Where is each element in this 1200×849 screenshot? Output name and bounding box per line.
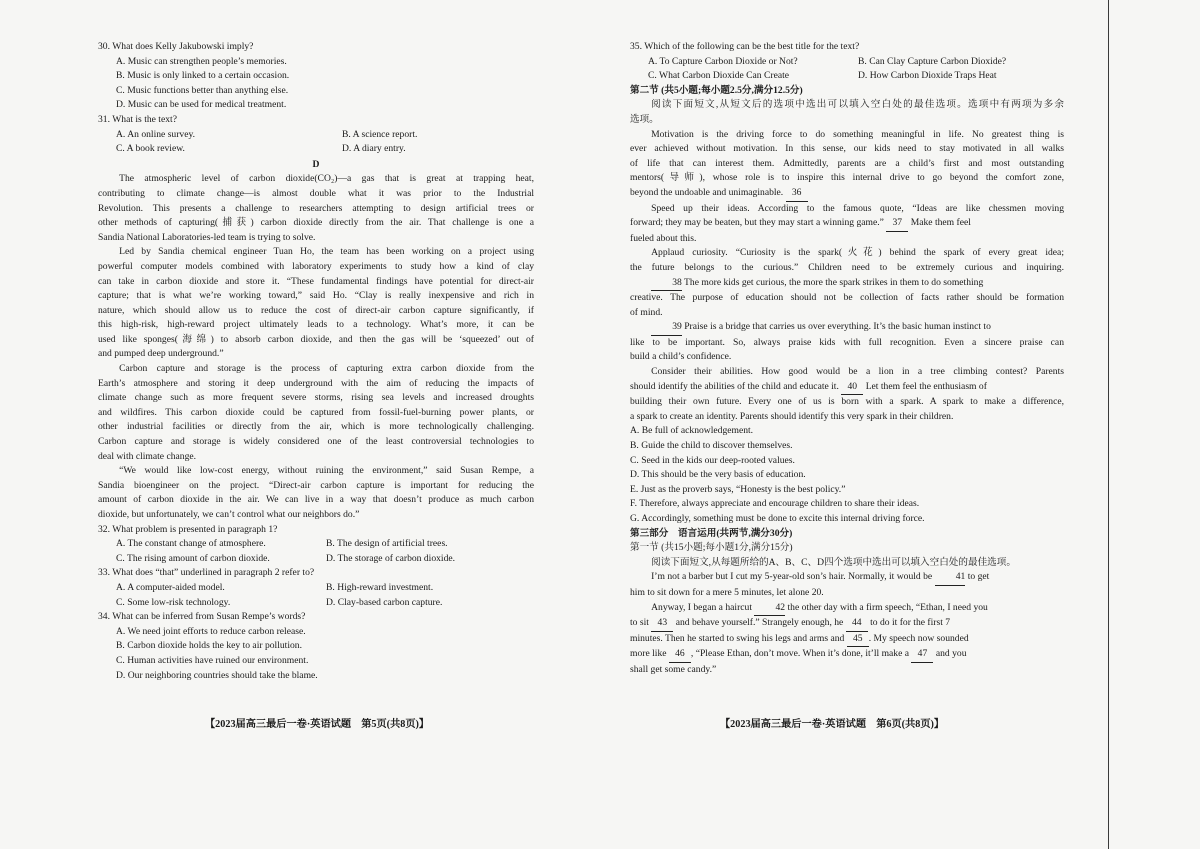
blank-38: 38 — [651, 276, 682, 292]
q33-option-c: C. Some low-risk technology. — [116, 596, 231, 608]
q30-question: 30. What does Kelly Jakubowski imply? — [98, 41, 254, 52]
passage-line: other methods of capturing(捕获) carbon dioxide directly from the air. That challenge is one a — [98, 217, 534, 229]
passage-text: the other day with a firm speech, “Ethan, I need you — [787, 601, 988, 613]
q35-option-d: D. How Carbon Dioxide Traps Heat — [858, 70, 997, 82]
blank-43: 43 — [651, 616, 673, 632]
passage-line — [630, 186, 1064, 202]
passage-line — [630, 216, 1064, 232]
passage-line — [630, 632, 1064, 648]
passage-text: to do it for the first 7 — [870, 617, 951, 629]
q31-option-b: B. A science report. — [342, 128, 418, 140]
choice-b: B. Guide the child to discover themselves. — [630, 440, 793, 452]
choice-g: G. Accordingly, something must be done to excite this internal driving force. — [630, 513, 925, 524]
blank-39: 39 — [651, 320, 682, 336]
q32-options-row2 — [98, 552, 534, 567]
page-5 — [98, 40, 534, 683]
passage-line: contributing to climate change—is almost double what it was prior to the Industrial — [98, 187, 534, 199]
blank-42: 42 — [754, 601, 785, 617]
passage-text: minutes. Then he started to swing his legs and arms and — [630, 632, 845, 644]
passage-line: deal with climate change. — [98, 450, 197, 462]
q31-options-row2 — [98, 142, 534, 157]
choice-a: A. Be full of acknowledgement. — [630, 425, 754, 437]
passage-line: Consider their abilities. How good would be a lion in a tree climbing contest? Parents — [651, 366, 1064, 378]
blank-41: 41 — [935, 570, 966, 586]
passage-line: Sandia bioengineer on the project. “Direct-air carbon capture is important for reducing the — [98, 479, 534, 491]
passage-line — [630, 616, 1064, 632]
passage-line: capture; that is what we’re working toward,” said Ho. “Clay is really inexpensive and rich in — [98, 290, 534, 302]
q33-options-row2 — [98, 596, 534, 611]
passage-line: mentors(导师), whose role is to inspire this internal drive to go beyond the comfort zone, — [630, 172, 1064, 184]
blank-37: 37 — [886, 216, 908, 232]
q32-option-c: C. The rising amount of carbon dioxide. — [116, 552, 270, 564]
passage-line: of life that can interest them. Admittedly, parents are a child’s first and most outstanding — [630, 157, 1064, 169]
passage-line — [630, 570, 1064, 586]
passage-line: other industrial facilities or directly from the air, which is more technologically challenging. — [98, 421, 534, 433]
q35-option-a: A. To Capture Carbon Dioxide or Not? — [648, 55, 798, 67]
q30-option-a: A. Music can strengthen people’s memories. — [116, 55, 287, 67]
blank-47: 47 — [911, 647, 933, 663]
q33-option-b: B. High-reward investment. — [326, 581, 434, 593]
passage-line: can take in carbon dioxide and store it. “These fundamental findings have potential for direct-air — [98, 275, 534, 287]
q33-options-row1 — [98, 581, 534, 596]
q34-option-d: D. Our neighboring countries should take the blame. — [116, 669, 318, 681]
passage-line: ever achieved without motivation. In this sense, our kids need to stay motivated in all walks — [630, 143, 1064, 155]
q34-option-b: B. Carbon dioxide holds the key to air pollution. — [116, 640, 302, 652]
passage-line — [630, 601, 1064, 617]
section-2-title: 第二节 (共5小题;每小题2.5分,满分12.5分) — [630, 84, 803, 96]
passage-text: Praise is a bridge that carries us over everything. It’s the basic human instinct to — [684, 321, 991, 333]
page-6 — [630, 40, 1064, 678]
q35-options-row1 — [630, 55, 1064, 70]
passage-line: “We would like low-cost energy, without ruining the environment,” said Susan Rempe, a — [119, 465, 534, 477]
passage-line: the future belongs to the curious.” Children need to be extremely curious and inquiring. — [630, 261, 1064, 273]
passage-line: Speed up their ideas. According to the famous quote, “Ideas are like chessmen moving — [651, 202, 1064, 214]
q33-option-d: D. Clay-based carbon capture. — [326, 596, 443, 608]
passage-line: and wildfires. This carbon dioxide could be captured from fossil-fuel-burning power plants, or — [98, 406, 534, 418]
passage-text: Anyway, I began a haircut — [651, 601, 752, 613]
blank-36: 36 — [786, 186, 808, 202]
passage-text: and you — [935, 648, 967, 660]
passage-text: Make them feel — [910, 217, 971, 229]
blank-45: 45 — [847, 632, 869, 648]
q30-option-c: C. Music functions better than anything else. — [116, 84, 289, 96]
blank-44: 44 — [846, 616, 868, 632]
passage-text: forward; they may be beaten, but they may start a winning game.” — [630, 217, 884, 229]
q33-option-a: A. A computer-aided model. — [116, 581, 225, 593]
q31-options-row1 — [98, 128, 534, 143]
passage-text: The more kids get curious, the more the spark strikes in them to do something — [684, 276, 984, 288]
q31-option-a: A. An online survey. — [116, 128, 196, 140]
q33-question: 33. What does “that” underlined in paragraph 2 refer to? — [98, 567, 315, 579]
passage-line: powerful computer models combined with laboratory experiments to study how a kind of clay — [98, 260, 534, 272]
passage-text: to sit — [630, 617, 649, 629]
right-margin-rule — [1108, 0, 1109, 849]
passage-text: and behave yourself.” Strangely enough, he — [675, 617, 844, 629]
section-d-label: D — [312, 158, 320, 170]
page-5-footer: 【2023届高三最后一卷·英语试题 第5页(共8页)】 — [205, 719, 430, 730]
passage-line: used like sponges(海绵) to absorb carbon dioxide, and then the gas will be ‘squeezed’ out of — [98, 333, 534, 345]
q31-option-c: C. A book review. — [116, 143, 185, 155]
passage-line: shall get some candy.” — [630, 663, 717, 675]
passage-line: amount of carbon dioxide in the air. We can live in a way that doesn’t produce as much carbon — [98, 494, 534, 506]
passage-line: dioxide, but unfortunately, we can’t control what our neighbors do.” — [98, 509, 360, 520]
q35-option-c: C. What Carbon Dioxide Can Create — [648, 70, 790, 82]
q30-option-d: D. Music can be used for medical treatment. — [116, 99, 287, 111]
q34-question: 34. What can be inferred from Susan Rempe’s words? — [98, 611, 306, 623]
passage-line: Carbon capture and storage is widely considered one of the least controversial technologies to — [98, 436, 534, 448]
section-1-instructions: 阅读下面短文,从每题所给的A、B、C、D四个选项中选出可以填入空白处的最佳选项。 — [651, 556, 1016, 568]
section-2-instructions: 阅读下面短文,从短文后的选项中选出可以填入空白处的最佳选项。选项中有两项为多余 — [651, 99, 1064, 111]
passage-line: fueled about this. — [630, 232, 697, 244]
passage-text: . My speech now sounded — [868, 632, 969, 644]
q35-question: 35. Which of the following can be the best title for the text? — [630, 41, 860, 52]
choice-d: D. This should be the very basis of education. — [630, 469, 806, 481]
passage-line: Motivation is the driving force to do something meaningful in life. No greatest thing is — [651, 128, 1064, 140]
passage-line: Sandia National Laboratories-led team is trying to solve. — [98, 231, 316, 243]
q31-option-d: D. A diary entry. — [342, 143, 406, 155]
q35-option-b: B. Can Clay Capture Carbon Dioxide? — [858, 55, 1007, 67]
passage-line — [630, 647, 1064, 663]
passage-line: build a child’s confidence. — [630, 351, 732, 363]
blank-46: 46 — [669, 647, 691, 663]
passage-line: creative. The purpose of education should not be collection of facts rather should be formation — [630, 292, 1064, 304]
q32-option-a: A. The constant change of atmosphere. — [116, 538, 266, 550]
passage-line: Earth’s atmosphere and storing it deep underground with the aim of reducing the impacts of — [98, 377, 534, 389]
q30-option-b: B. Music is only linked to a certain occasion. — [116, 70, 290, 82]
q32-option-b: B. The design of artificial trees. — [326, 538, 448, 550]
passage-text: , “Please Ethan, don’t move. When it’s done, it’ll make a — [690, 648, 910, 660]
q32-option-d: D. The storage of carbon dioxide. — [326, 552, 456, 564]
passage-line: of mind. — [630, 306, 663, 318]
page-6-footer: 【2023届高三最后一卷·英语试题 第6页(共8页)】 — [720, 719, 945, 730]
passage-text: I’m not a barber but I cut my 5-year-old son’s hair. Normally, it would be — [651, 571, 933, 583]
passage-text: more like — [630, 648, 667, 660]
section-1-title: 第一节 (共15小题;每小题1分,满分15分) — [630, 542, 793, 554]
blank-40: 40 — [841, 380, 863, 396]
passage-text: beyond the undoable and unimaginable. — [630, 186, 784, 198]
passage-line: Carbon capture and storage is the process of capturing extra carbon dioxide from the — [119, 363, 534, 375]
choice-c: C. Seed in the kids our deep-rooted values. — [630, 454, 795, 466]
passage-line: Applaud curiosity. “Curiosity is the spark(火花) behind the spark of every great idea; — [651, 247, 1064, 259]
passage-line: like to be important. So, always praise kids with full recognition. Even a sincere praise can — [630, 336, 1064, 348]
passage-line — [630, 320, 1064, 336]
q34-option-a: A. We need joint efforts to reduce carbon release. — [116, 625, 306, 637]
q31-question: 31. What is the text? — [98, 113, 177, 125]
section-2-instructions-cont: 选项。 — [630, 113, 659, 125]
passage-text: to get — [967, 571, 990, 583]
choice-f: F. Therefore, always appreciate and encourage children to share their ideas. — [630, 498, 920, 510]
q35-options-row2 — [630, 69, 1064, 84]
passage-line: building their own future. Every one of us is born with a spark. A spark to make a difference, — [630, 396, 1064, 408]
q34-option-c: C. Human activities have ruined our environment. — [116, 654, 309, 666]
passage-line: this high-risk, high-reward project ultimately leads to a technology. What’s more, it can be — [98, 319, 534, 331]
passage-text: should identify the abilities of the child and educate it. — [630, 380, 839, 392]
passage-text: Let them feel the enthusiasm of — [865, 380, 987, 392]
passage-line: climate change such as more frequent severe storms, rising sea levels and increased droughts — [98, 392, 534, 404]
passage-line: him to sit down for a mere 5 minutes, let alone 20. — [630, 586, 824, 598]
q32-question: 32. What problem is presented in paragraph 1? — [98, 523, 278, 535]
passage-line: a spark to create an identity. Parents should identify this very spark in their children. — [630, 410, 954, 422]
passage-line: The atmospheric level of carbon dioxide(CO₂)—a gas that is great at trapping heat, — [119, 173, 534, 185]
passage-line: and pumped deep underground.” — [98, 348, 224, 360]
choice-e: E. Just as the proverb says, “Honesty is the best policy.” — [630, 483, 846, 495]
passage-line: Revolution. This presents a challenge to researchers attempting to design artificial trees or — [98, 202, 534, 214]
passage-line: nature, which should allow us to reduce the cost of direct-air carbon capture significantly, if — [98, 304, 534, 316]
part-3-title: 第三部分 语言运用(共两节,满分30分) — [630, 527, 793, 539]
passage-line — [630, 276, 1064, 292]
passage-line: Led by Sandia chemical engineer Tuan Ho, the team has been working on a project using — [119, 246, 534, 258]
passage-line — [630, 380, 1064, 396]
q32-options-row1 — [98, 537, 534, 552]
